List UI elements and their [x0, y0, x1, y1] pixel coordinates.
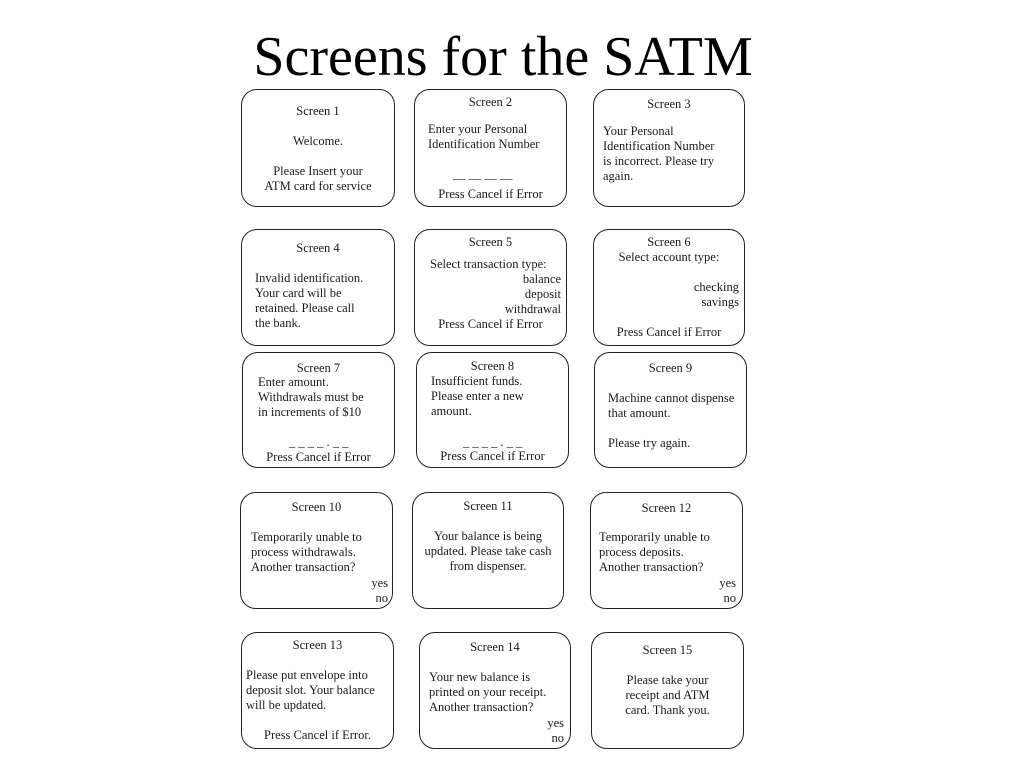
screen-line: receipt and ATM	[625, 688, 710, 702]
screen-line: that amount.	[608, 406, 671, 420]
screen-4	[241, 229, 395, 346]
screen-line: Enter your Personal	[428, 122, 528, 136]
screen-line: again.	[603, 169, 634, 183]
screen-line: Your balance is being	[433, 529, 543, 543]
option-deposit: deposit	[524, 287, 561, 301]
screen-line: Another transaction?	[599, 560, 704, 574]
screen-line: printed on your receipt.	[429, 685, 547, 699]
screen-12	[590, 492, 743, 609]
screen-heading: Screen 8	[470, 359, 515, 373]
screen-line: card. Thank you.	[625, 703, 710, 717]
screen-line: the bank.	[255, 316, 301, 330]
screen-1	[241, 89, 395, 207]
screen-heading: Screen 11	[463, 499, 513, 513]
screen-7	[242, 352, 395, 468]
screen-line: Press Cancel if Error	[438, 187, 543, 201]
screen-line: Invalid identification.	[255, 271, 364, 285]
screen-line: retained. Please call	[255, 301, 355, 315]
screen-line: Withdrawals must be	[258, 390, 364, 404]
screen-line: ATM card for service	[264, 179, 372, 193]
screen-heading: Screen 12	[641, 501, 692, 515]
screen-heading: Screen 3	[647, 97, 691, 111]
screen-line: will be updated.	[246, 698, 327, 712]
screen-line: Select transaction type:	[430, 257, 547, 271]
screen-heading: Screen 15	[642, 643, 693, 657]
option-yes: yes	[371, 576, 388, 590]
screen-6	[593, 229, 745, 346]
screen-8	[416, 352, 569, 468]
screen-line: Identification Number	[428, 137, 540, 151]
option-balance: balance	[522, 272, 561, 286]
screen-line: is incorrect. Please try	[603, 154, 715, 168]
screen-line: Press Cancel if Error	[616, 325, 722, 339]
screen-13	[241, 632, 394, 749]
screen-heading: Screen 7	[296, 361, 341, 375]
option-withdrawal: withdrawal	[504, 302, 561, 316]
pin-entry-field: __ __ __ __	[453, 167, 513, 181]
screen-line: Enter amount.	[258, 375, 329, 389]
screen-line: updated. Please take cash	[424, 544, 552, 558]
screen-line: Temporarily unable to	[251, 530, 362, 544]
screen-heading: Screen 5	[468, 235, 513, 249]
amount-entry-field: _ _ _ _ . _ _	[463, 435, 523, 449]
screen-line: in increments of $10	[258, 405, 362, 419]
screen-line: process withdrawals.	[251, 545, 356, 559]
screen-line: Press Cancel if Error.	[264, 728, 371, 742]
screen-line: Another transaction?	[251, 560, 356, 574]
screen-heading: Screen 9	[648, 361, 693, 375]
option-yes: yes	[719, 576, 736, 590]
screen-15	[591, 632, 744, 749]
screen-line: Welcome.	[292, 134, 343, 148]
option-checking: checking	[693, 280, 739, 294]
screen-line: Temporarily unable to	[599, 530, 710, 544]
screen-line: Press Cancel if Error	[440, 449, 545, 463]
screen-line: from dispenser.	[449, 559, 527, 573]
screen-5	[414, 229, 567, 346]
screen-heading: Screen 6	[647, 235, 691, 249]
screen-line: Your card will be	[255, 286, 342, 300]
screen-2	[414, 89, 567, 207]
screen-line: Identification Number	[603, 139, 715, 153]
screen-line: deposit slot. Your balance	[246, 683, 375, 697]
screen-heading: Screen 14	[470, 640, 520, 654]
screen-heading: Screen 2	[468, 95, 513, 109]
screen-line: Your new balance is	[429, 670, 531, 684]
screen-line: Please put envelope into	[246, 668, 368, 682]
screen-line: process deposits.	[599, 545, 684, 559]
screen-line: Please try again.	[608, 436, 691, 450]
screen-line: Please take your	[626, 673, 709, 687]
screen-heading: Screen 4	[296, 241, 340, 255]
screen-heading: Screen 10	[291, 500, 342, 514]
screen-line: Insufficient funds.	[431, 374, 523, 388]
screen-line: Select account type:	[618, 250, 720, 264]
screen-line: Another transaction?	[429, 700, 534, 714]
option-no: no	[551, 731, 564, 745]
screen-10	[240, 492, 393, 609]
screen-11	[412, 492, 564, 609]
screen-line: Your Personal	[603, 124, 674, 138]
option-savings: savings	[701, 295, 739, 309]
screen-line: Machine cannot dispense	[608, 391, 735, 405]
screen-3	[593, 89, 745, 207]
page-title: Screens for the SATM	[253, 26, 753, 88]
screen-line: Please Insert your	[273, 164, 363, 178]
screen-line: Press Cancel if Error	[266, 450, 371, 464]
amount-entry-field: _ _ _ _ . _ _	[289, 435, 349, 449]
option-no: no	[375, 591, 388, 605]
option-no: no	[723, 591, 736, 605]
screen-line: Please enter a new	[431, 389, 524, 403]
screen-heading: Screen 1	[296, 104, 340, 118]
screen-line: amount.	[431, 404, 472, 418]
option-yes: yes	[547, 716, 564, 730]
screen-9	[594, 352, 747, 468]
screen-14	[419, 632, 571, 749]
screen-line: Press Cancel if Error	[438, 317, 543, 331]
screen-heading: Screen 13	[292, 638, 343, 652]
